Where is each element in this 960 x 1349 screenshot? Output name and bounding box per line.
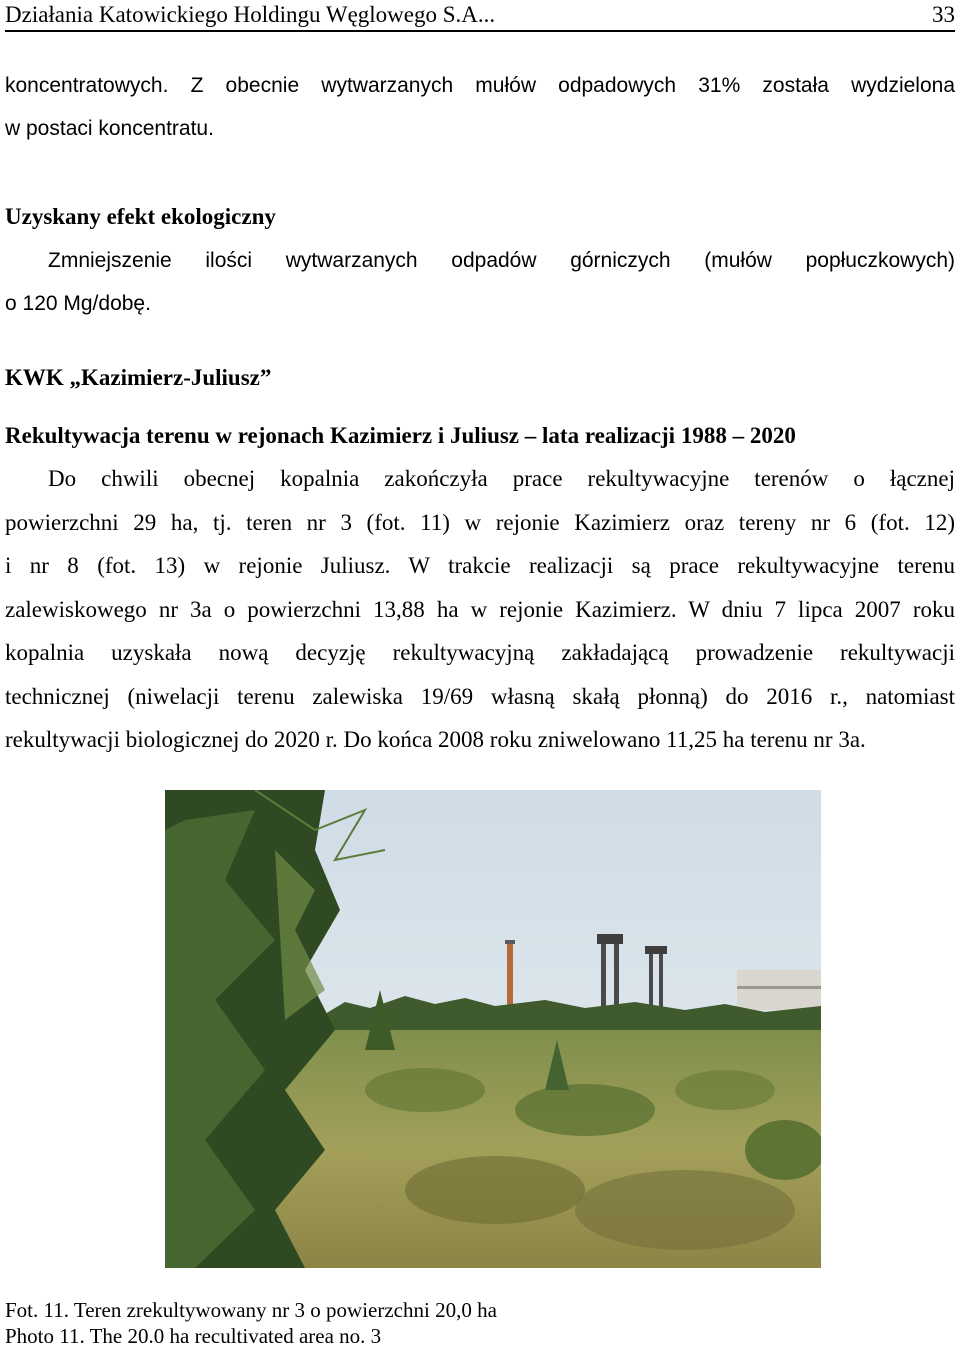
body-line: o 120 Mg/dobę.: [5, 292, 151, 315]
body-line: kopalnia uzyskała nową decyzję rekultywacyjną zakładającą prowadzenie rekultywacji: [5, 640, 955, 665]
body-line: rekultywacji biologicznej do 2020 r. Do końca 2008 roku zniwelowano 11,25 ha terenu nr 3a.: [5, 727, 866, 752]
body-line: powierzchni 29 ha, tj. teren nr 3 (fot. 11) w rejonie Kazimierz oraz tereny nr 6 (fot. 12): [5, 510, 955, 535]
body-line: Do chwili obecnej kopalnia zakończyła prace rekultywacyjne terenów o łącznej: [48, 466, 955, 491]
page-header: [5, 0, 955, 32]
body-line: i nr 8 (fot. 13) w rejonie Juliusz. W trakcie realizacji są prace rekultywacyjne terenu: [5, 553, 955, 578]
body-line: koncentratowych. Z obecnie wytwarzanych mułów odpadowych 31% została wydzielona: [5, 74, 955, 97]
subsection-heading: Rekultywacja terenu w rejonach Kazimierz i Juliusz – lata realizacji 1988 – 2020: [5, 423, 796, 448]
running-title: Działania Katowickiego Holdingu Węglowego S.A...: [5, 2, 496, 27]
body-line: zalewiskowego nr 3a o powierzchni 13,88 ha w rejonie Kazimierz. W dniu 7 lipca 2007 roku: [5, 597, 955, 622]
body-line: Zmniejszenie ilości wytwarzanych odpadów górniczych (mułów popłuczkowych): [48, 249, 955, 272]
figure-caption-en: Photo 11. The 20.0 ha recultivated area no. 3: [5, 1324, 382, 1348]
section-heading: KWK „Kazimierz-Juliusz”: [5, 365, 272, 390]
body-line: technicznej (niwelacji terenu zalewiska 19/69 własną skałą płonną) do 2016 r., natomiast: [5, 684, 955, 709]
landscape-photo: [165, 790, 821, 1268]
figure-caption-pl: Fot. 11. Teren zrekultywowany nr 3 o powierzchni 20,0 ha: [5, 1298, 497, 1322]
body-line: w postaci koncentratu.: [5, 117, 214, 140]
page-number: 33: [932, 2, 955, 27]
section-heading: Uzyskany efekt ekologiczny: [5, 204, 276, 229]
